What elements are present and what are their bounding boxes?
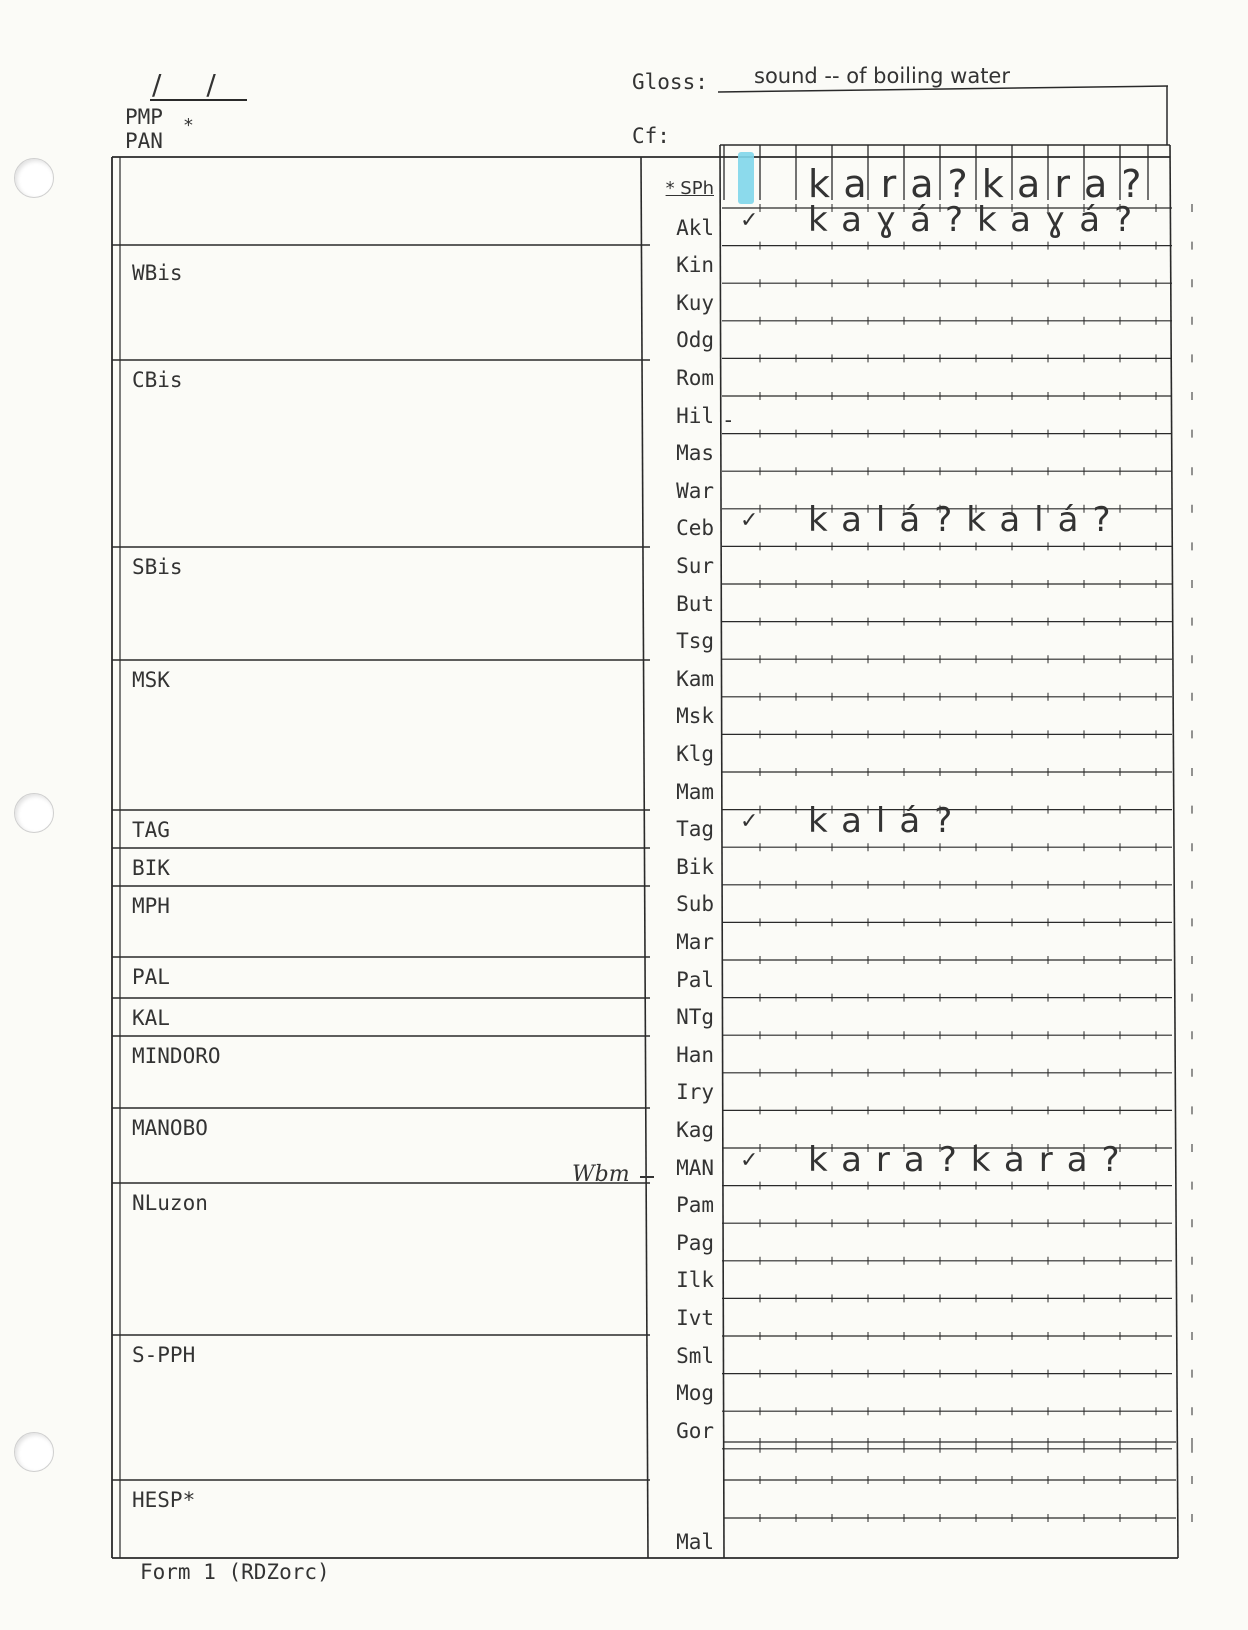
- highlight-mark: [738, 152, 754, 204]
- lang-code: Kag: [676, 1118, 714, 1142]
- region-label: CBis: [132, 368, 183, 392]
- lang-code: Ilk: [676, 1268, 714, 1293]
- lang-code: Mal: [676, 1530, 714, 1554]
- region-mph: [120, 886, 640, 957]
- region-kal: [120, 998, 640, 1036]
- pmp-label: PMP: [125, 105, 163, 129]
- lang-code: Kam: [676, 666, 714, 691]
- lang-code: * SPh: [665, 178, 714, 199]
- lang-code: Sml: [676, 1343, 714, 1368]
- lang-code: Ceb: [676, 516, 714, 541]
- lang-code: Iry: [676, 1080, 714, 1105]
- region-nluzon: [120, 1183, 640, 1335]
- wbm-note: Wbm: [572, 1162, 630, 1187]
- region-mindoro: [120, 1036, 640, 1108]
- region-spph: [120, 1335, 640, 1480]
- lang-code: Kuy: [676, 290, 714, 315]
- region-label: TAG: [132, 818, 170, 842]
- region-label: S-PPH: [132, 1343, 196, 1367]
- gloss-label: Gloss:: [632, 70, 708, 94]
- region-cbis: [120, 360, 640, 547]
- lang-code: War: [676, 478, 714, 503]
- region-label: BIK: [132, 856, 170, 880]
- lang-code: Han: [676, 1042, 714, 1067]
- lang-code: Gor: [676, 1418, 714, 1443]
- region-label: NLuzon: [132, 1191, 208, 1215]
- entry-tag: [740, 801, 967, 842]
- form-footer: Form 1 (RDZorc): [140, 1560, 330, 1584]
- wbm-dash: [640, 1176, 654, 1178]
- pan-label: PAN: [125, 129, 163, 153]
- region-blank: [120, 157, 640, 245]
- entry-form: kalá?kalá?: [808, 500, 1125, 541]
- lang-code: MAN: [676, 1155, 714, 1180]
- header-slashes: / /: [152, 68, 234, 101]
- check-mark: ✓: [740, 1147, 759, 1173]
- cf-label: Cf:: [632, 124, 670, 148]
- entry-form: kaɣá?kaɣá?: [808, 199, 1147, 240]
- region-hesp: [120, 1480, 640, 1558]
- region-label: MINDORO: [132, 1044, 221, 1068]
- region-label: SBis: [132, 555, 183, 579]
- check-mark: ✓: [740, 207, 759, 233]
- lang-code: Msk: [676, 704, 714, 729]
- lang-code: Odg: [676, 328, 714, 353]
- region-label: HESP*: [132, 1488, 196, 1512]
- lang-code: Mas: [676, 441, 714, 466]
- lang-code: Sub: [676, 892, 714, 917]
- region-sbis: [120, 547, 640, 660]
- entry-ceb: [740, 500, 1125, 541]
- form-rule: [720, 145, 724, 1558]
- lang-code: Mam: [676, 779, 714, 804]
- lang-code: Rom: [676, 366, 714, 390]
- region-label: WBis: [132, 261, 183, 285]
- lang-code: Akl: [676, 215, 714, 240]
- lang-code: Sur: [676, 554, 714, 578]
- region-manobo: [120, 1108, 640, 1183]
- region-label: KAL: [132, 1006, 170, 1030]
- lang-code: Pag: [676, 1230, 714, 1255]
- region-label: MANOBO: [132, 1116, 208, 1140]
- region-label: PAL: [132, 965, 170, 989]
- region-wbis: [120, 245, 640, 360]
- check-mark: ✓: [740, 809, 759, 835]
- lang-code: Hil: [676, 403, 714, 428]
- entry-akl: [740, 199, 1147, 240]
- form-rule: [1170, 145, 1178, 1558]
- lang-code: Pam: [676, 1193, 714, 1218]
- lang-code: But: [676, 591, 714, 616]
- region-label: MSK: [132, 668, 170, 692]
- lang-code: Klg: [676, 742, 714, 766]
- lang-code: Kin: [676, 253, 714, 278]
- lang-code: Pal: [676, 967, 714, 992]
- gloss-value: sound -- of boiling water: [754, 64, 1010, 88]
- lang-code: Bik: [676, 854, 714, 879]
- region-tag: [120, 810, 640, 848]
- entry-form: kalá?: [808, 801, 967, 842]
- entry-form: kara?kara?: [808, 1139, 1134, 1180]
- region-bik: [120, 848, 640, 886]
- lang-code: Tag: [676, 817, 714, 842]
- lang-code: Mog: [676, 1381, 714, 1406]
- check-mark: ✓: [740, 508, 759, 534]
- lang-code: Mar: [676, 930, 714, 954]
- region-pal: [120, 957, 640, 998]
- lang-code: Ivt: [676, 1306, 714, 1330]
- hil-mark: -: [722, 408, 735, 432]
- lang-code: Tsg: [676, 629, 714, 654]
- region-msk: [120, 660, 640, 810]
- lang-code: NTg: [676, 1005, 714, 1030]
- header-asterisk: *: [183, 115, 194, 136]
- entry-form: kara?kara?: [808, 162, 1156, 206]
- entry-man: [740, 1139, 1134, 1180]
- region-label: MPH: [132, 894, 170, 918]
